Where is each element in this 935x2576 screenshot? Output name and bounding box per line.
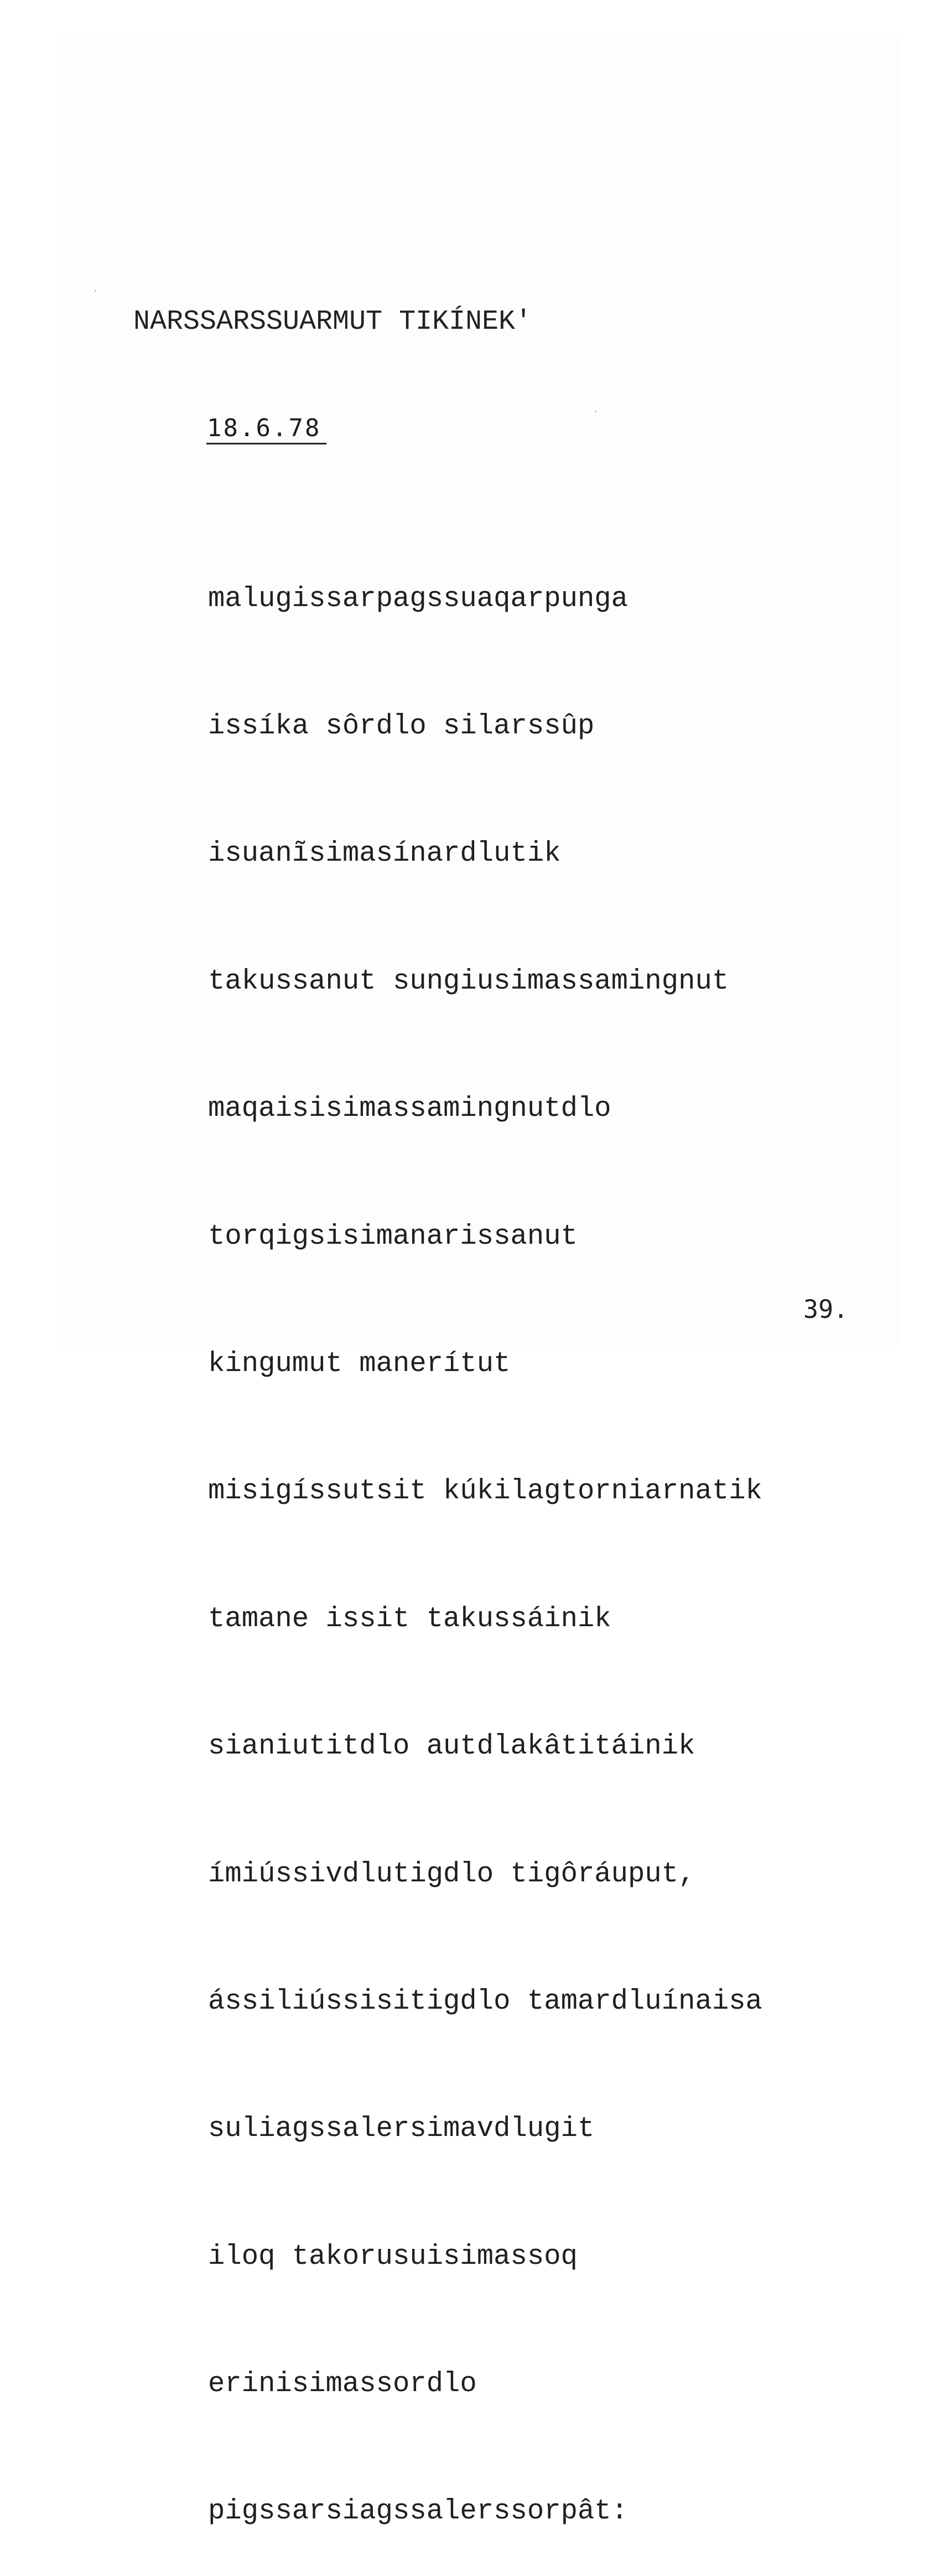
poem-line: suliagssalersimavdlugit — [208, 2113, 595, 2145]
poem-line: malugissarpagssuaqarpunga — [208, 583, 628, 615]
poem-line: torqigsisimanarissanut — [208, 1220, 578, 1253]
poem-line: takussanut sungiusimassamingnut — [208, 965, 729, 997]
poem-line: issíka sôrdlo silarssûp — [208, 710, 595, 742]
poem-title — [120, 270, 532, 339]
poem-line: misigíssutsit kúkilagtorniarnatik — [208, 1476, 762, 1508]
poem-title-text: NARSSARSSUARMUT TIKÍNEK' — [133, 306, 532, 338]
poem-line: kingumut manerítut — [208, 1348, 511, 1380]
poem-line: ássiliússisitigdlo tamardluínaisa — [208, 1985, 762, 2018]
poem-line: erinisimassordlo — [208, 2368, 477, 2401]
poem-line: sianiutitdlo autdlakâtitáinik — [208, 1731, 695, 1763]
poem-body — [208, 493, 762, 2576]
poem-line: tamane issit takussáinik — [208, 1603, 611, 1635]
poem-line: maqaisisimassamingnutdlo — [208, 1093, 611, 1125]
date-underline — [206, 443, 326, 444]
scan-speck — [95, 290, 96, 292]
poem-line: iloq takorusuisimassoq — [208, 2241, 578, 2273]
page-number: 39. — [803, 1295, 849, 1324]
poem-date: 18.6.78 — [207, 414, 321, 442]
poem-line: isuanĩsimasínardlutik — [208, 838, 561, 870]
poem-line: ímiússivdlutigdlo tigôráuput, — [208, 1858, 695, 1890]
poem-line: pigssarsiagssalerssorpât: — [208, 2496, 628, 2528]
scan-speck — [595, 411, 596, 412]
